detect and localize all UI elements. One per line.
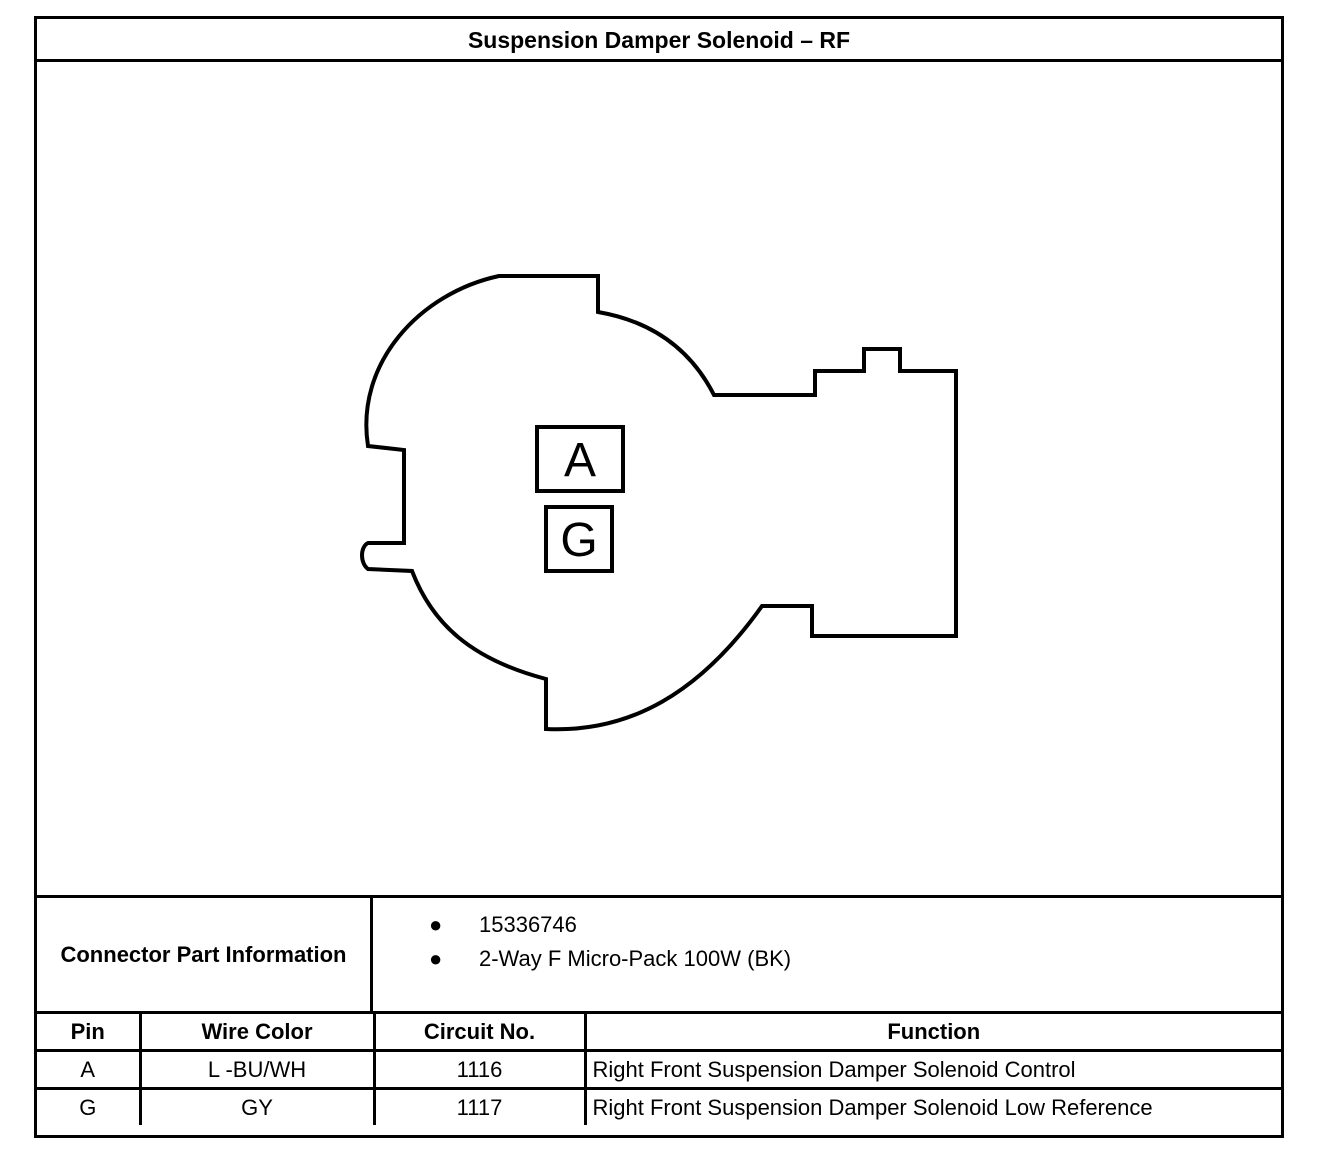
pin-cell: G: [37, 1089, 140, 1126]
header-circuit: Circuit No.: [374, 1014, 585, 1051]
connector-sheet: [34, 16, 1284, 1138]
part-info-item: ● 2-Way F Micro-Pack 100W (BK): [429, 942, 791, 976]
connector-part-info: [37, 895, 1281, 1014]
header-wire-color: Wire Color: [140, 1014, 374, 1051]
connector-outline: [362, 276, 956, 729]
pin-table-header: [37, 1014, 1281, 1051]
cavity-g-label: G: [560, 514, 598, 567]
part-info-item: ● 15336746: [429, 908, 791, 942]
part-info-list: [429, 908, 791, 976]
table-row: [37, 1089, 1281, 1126]
function-cell: Right Front Suspension Damper Solenoid Control: [585, 1051, 1281, 1089]
connector-diagram: [37, 62, 1281, 895]
page-title: Suspension Damper Solenoid – RF: [37, 19, 1281, 62]
header-pin: Pin: [37, 1014, 140, 1051]
part-info-label: Connector Part Information: [37, 898, 373, 1011]
circuit-cell: 1116: [374, 1051, 585, 1089]
cavity-a-label: A: [563, 434, 597, 487]
wire-color-cell: GY: [140, 1089, 374, 1126]
pin-cell: A: [37, 1051, 140, 1089]
circuit-cell: 1117: [374, 1089, 585, 1126]
table-row: [37, 1051, 1281, 1089]
pin-table: [37, 1014, 1281, 1125]
function-cell: Right Front Suspension Damper Solenoid Low Reference: [585, 1089, 1281, 1126]
wire-color-cell: L -BU/WH: [140, 1051, 374, 1089]
bullet-icon: ●: [429, 912, 443, 937]
bullet-icon: ●: [429, 946, 443, 971]
header-function: Function: [585, 1014, 1281, 1051]
